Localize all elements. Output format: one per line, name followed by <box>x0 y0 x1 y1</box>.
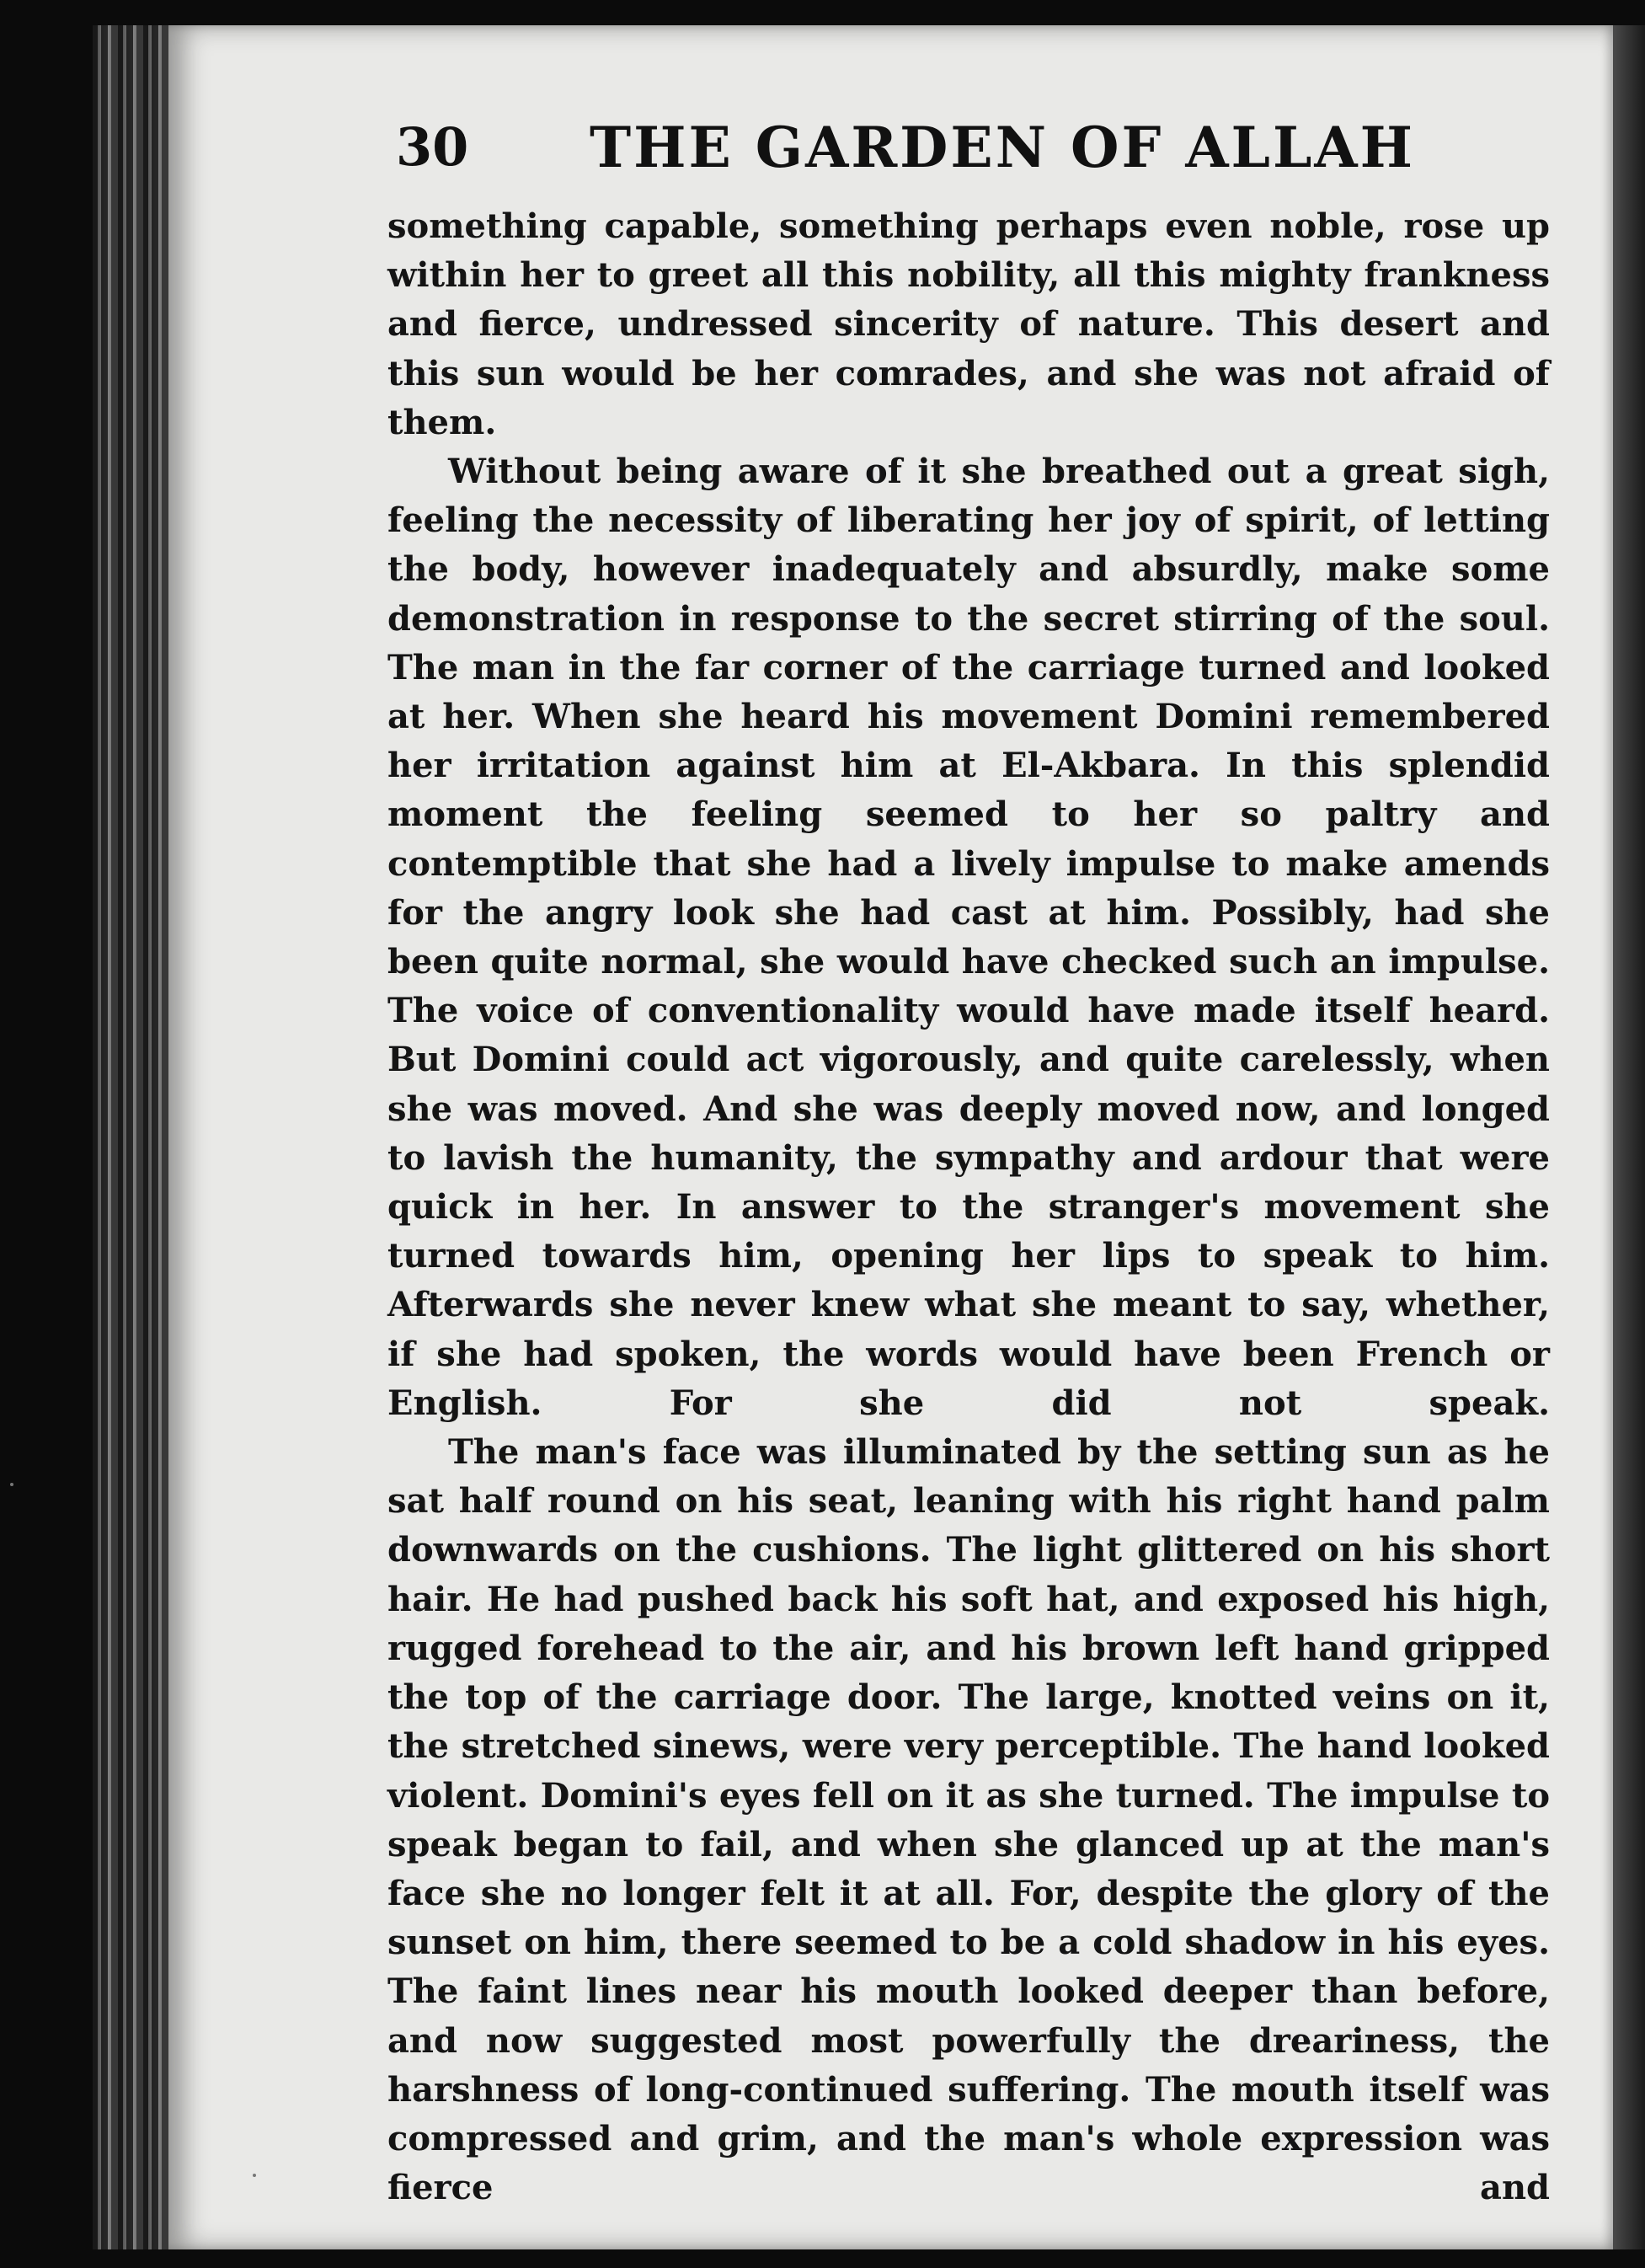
scan-speck <box>253 2174 256 2177</box>
page-header <box>396 101 1575 194</box>
running-title: THE GARDEN OF ALLAH <box>590 115 1415 180</box>
page-number: 30 <box>396 116 469 178</box>
paragraph-1: something capable, something perhaps even noble, rose up within her to greet all this nobility, all this mighty frankness and fierce, undressed sincerity of nature. This desert and this sun would be her comrades, and she was not afraid of them. <box>387 206 1550 442</box>
body-text <box>387 202 1550 2212</box>
paragraph-2: Without being aware of it she breathed out a great sigh, feeling the necessity of liberating her joy of spirit, of letting the body, however inadequately and absurdly, make some demonstration in response to the secret stirring of the soul. The man in the far corner of the carriage turned and looked at her. When she heard his movement Domini remembered her irritation against him at El-Akbara. In this splendid moment the feeling seemed to her so paltry and contemptible that she had a lively impulse to make amends for the angry look she had cast at him. Possibly, had she been quite normal, she would have checked such an impulse. The voice of conventionality would have made itself heard. But Domini could act vigorously, and quite carelessly, when she was moved. And she was deeply moved now, and longed to lavish the humanity, the sympathy and ardour that were quick in her. In answer to the stranger's movement she turned towards him, opening her lips to speak to him. Afterwards she never knew what she meant to say, whether, if she had spoken, the words would have been French or English. For she did not speak. <box>387 452 1550 1423</box>
page-edge-shadow <box>1613 25 1645 2249</box>
paragraph-3: The man's face was illuminated by the setting sun as he sat half round on his seat, leaning with his right hand palm downwards on the cushions. The light glittered on his short hair. He had pushed back his soft hat, and exposed his high, rugged forehead to the air, and his brown left hand gripped the top of the carriage door. The large, knotted veins on it, the stretched sinews, were very perceptible. The hand looked violent. Domini's eyes fell on it as she turned. The impulse to speak began to fail, and when she glanced up at the man's face she no longer felt it at all. For, despite the glory of the sunset on him, there seemed to be a cold shadow in his eyes. The faint lines near his mouth looked deeper than before, and now suggested most powerfully the dreariness, the harshness of long-continued suffering. The mouth itself was compressed and grim, and the man's whole expression was fierce and <box>387 1432 1550 2208</box>
scan-speck <box>10 1483 13 1486</box>
